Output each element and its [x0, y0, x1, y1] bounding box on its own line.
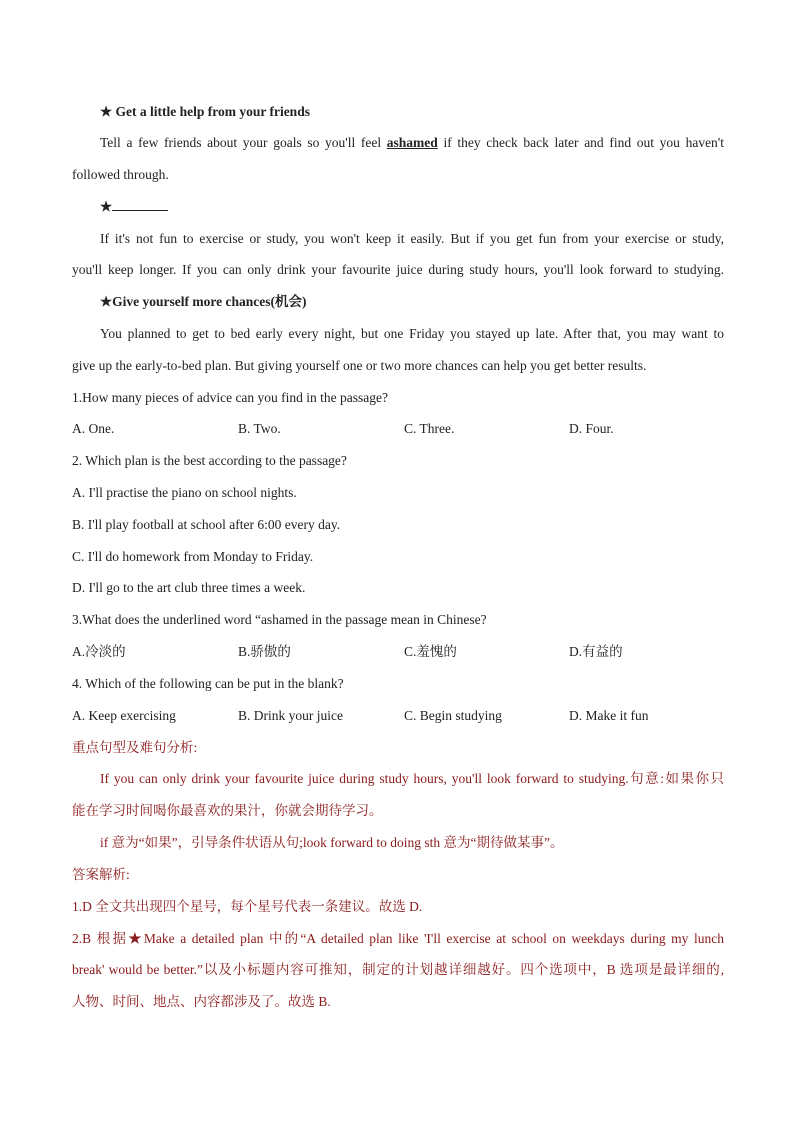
question-1-option-d: D. Four.	[569, 421, 614, 436]
answer-2-line-2: break' would be better.”以及小标题内容可推知，制定的计划越详细越好。四个选项中，B 选项是最详细的,	[72, 962, 724, 977]
analysis-line-2: 能在学习时间喝你最喜欢的果汁，你就会期待学习。	[72, 803, 383, 818]
section-heading-help-from-friends: ★ Get a little help from your friends	[100, 104, 310, 119]
paragraph-chances-line-1: You planned to get to bed early every night, but one Friday you stayed up late. After that, you may want to	[100, 326, 724, 341]
question-2-option-c: C. I'll do homework from Monday to Friday.	[72, 549, 314, 564]
question-2-stem: 2. Which plan is the best according to the passage?	[72, 453, 347, 468]
paragraph-friends-line-1	[100, 134, 724, 152]
question-3-option-c: C.羞愧的	[404, 644, 457, 659]
paragraph-friends-line-2: followed through.	[72, 167, 169, 182]
underlined-word-ashamed: ashamed	[386, 135, 438, 150]
analysis-title: 重点句型及难句分析:	[72, 740, 198, 755]
question-3-stem: 3.What does the underlined word “ashamed in the passage mean in Chinese?	[72, 612, 487, 627]
answer-2-line-3: 人物、时间、地点、内容都涉及了。故选 B.	[72, 994, 331, 1009]
answer-2-line-1: 2.B 根据★Make a detailed plan 中的“A detailed plan like 'I'll exercise at school on weekdays during my lunch	[72, 931, 724, 946]
section-heading-more-chances: ★Give yourself more chances(机会)	[100, 294, 307, 309]
question-1-stem: 1.How many pieces of advice can you find in the passage?	[72, 390, 389, 405]
question-4-stem: 4. Which of the following can be put in the blank?	[72, 676, 344, 691]
question-3-option-a: A.冷淡的	[72, 644, 126, 659]
question-1-option-b: B. Two.	[238, 421, 281, 436]
question-1-option-c: C. Three.	[404, 421, 455, 436]
question-4-option-c: C. Begin studying	[404, 708, 502, 723]
paragraph-text: if they check back later and find out you haven't	[437, 135, 724, 150]
star-icon: ★	[100, 199, 113, 214]
question-2-option-b: B. I'll play football at school after 6:00 every day.	[72, 517, 341, 532]
answers-title: 答案解析:	[72, 867, 130, 882]
answer-1: 1.D 全文共出现四个星号，每个星号代表一条建议。故选 D.	[72, 899, 423, 914]
paragraph-chances-line-2: give up the early-to-bed plan. But giving yourself one or two more chances can help you get better results.	[72, 358, 647, 373]
paragraph-fun-line-2: you'll keep longer. If you can only drink your favourite juice during study hours, you'll look forward to studying.	[72, 262, 724, 277]
paragraph-text: Tell a few friends about your goals so you'll feel	[100, 135, 387, 150]
question-4-option-d: D. Make it fun	[569, 708, 649, 723]
question-1-option-a: A. One.	[72, 421, 115, 436]
section-heading-blank	[100, 198, 724, 216]
paragraph-fun-line-1: If it's not fun to exercise or study, you won't keep it easily. But if you get fun from your exercise or study,	[100, 231, 724, 246]
question-4-option-a: A. Keep exercising	[72, 708, 176, 723]
analysis-line-3: if 意为“如果”，引导条件状语从句;look forward to doing sth 意为“期待做某事”。	[100, 835, 564, 850]
question-2-option-a: A. I'll practise the piano on school nights.	[72, 485, 297, 500]
question-3-option-b: B.骄傲的	[238, 644, 291, 659]
question-4-option-b: B. Drink your juice	[238, 708, 343, 723]
question-3-option-d: D.有益的	[569, 644, 623, 659]
answer-blank	[112, 198, 168, 211]
question-2-option-d: D. I'll go to the art club three times a week.	[72, 580, 306, 595]
analysis-line-1: If you can only drink your favourite juice during study hours, you'll look forward to studying.句意:如果你只	[100, 771, 724, 786]
